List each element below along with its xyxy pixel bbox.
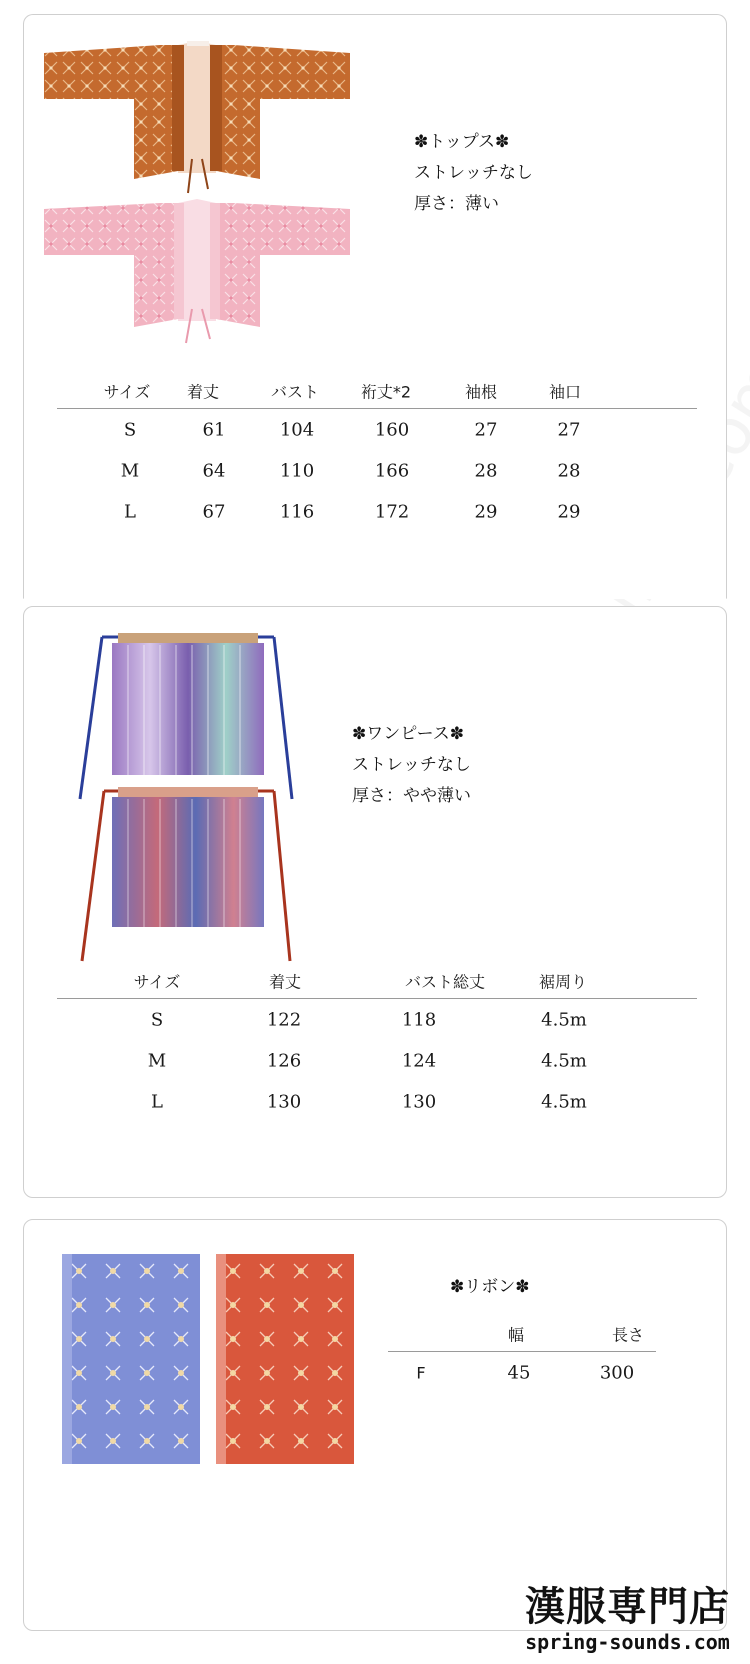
brand-name: 漢服専門店 — [525, 1584, 730, 1630]
table-cell: L — [151, 1091, 163, 1112]
table-cell: 4.5m — [541, 1050, 587, 1071]
ribbon-title-wrap — [450, 1272, 530, 1303]
table-cell: 126 — [266, 1050, 302, 1071]
table-cell: 64 — [202, 460, 226, 481]
dress-thickness: 厚さ：やや薄い — [352, 786, 471, 806]
table-cell: F — [416, 1363, 426, 1382]
dress-table-header — [57, 963, 697, 999]
table-cell: M — [120, 460, 140, 481]
dress-title: ✽ワンピース✽ — [352, 724, 464, 744]
table-row — [57, 1040, 697, 1081]
table-cell: 29 — [474, 501, 498, 522]
table-cell: 27 — [557, 419, 581, 440]
pink-jacket-image — [42, 199, 352, 349]
table-cell: 4.5m — [541, 1009, 587, 1030]
table-cell: 160 — [374, 419, 410, 440]
table-cell: 104 — [279, 419, 315, 440]
table-cell: 122 — [266, 1009, 302, 1030]
ribbon-panel — [23, 1219, 727, 1631]
table-row — [57, 491, 697, 532]
ribbon-table-header — [388, 1316, 656, 1352]
dress-header-bust-length: バスト総丈 — [404, 972, 486, 991]
table-cell: 61 — [202, 419, 226, 440]
tops-stretch: ストレッチなし — [414, 163, 533, 183]
table-cell: 4.5m — [541, 1091, 587, 1112]
blue-ribbon-image — [62, 1254, 200, 1464]
table-cell: L — [124, 501, 136, 522]
ribbon-size-table — [388, 1316, 656, 1393]
table-cell: 116 — [279, 501, 315, 522]
tops-thickness: 厚さ：薄い — [414, 194, 499, 214]
tops-panel — [23, 14, 727, 599]
tops-title: ✽トップス✽ — [414, 132, 510, 152]
ribbon-title: ✽リボン✽ — [450, 1277, 530, 1297]
tops-info — [414, 127, 533, 220]
table-cell: M — [147, 1050, 167, 1071]
dress-header-length: 着丈 — [268, 972, 302, 991]
table-cell: 45 — [507, 1362, 531, 1383]
table-cell: 124 — [401, 1050, 437, 1071]
tops-header-armhole: 袖根 — [464, 382, 498, 401]
table-cell: 118 — [401, 1009, 437, 1030]
table-cell: 172 — [374, 501, 410, 522]
brand-url: spring-sounds.com — [525, 1630, 730, 1654]
ribbon-header-length: 長さ — [611, 1325, 645, 1344]
table-row — [57, 999, 697, 1040]
red-ribbon-image — [216, 1254, 354, 1464]
table-row — [57, 409, 697, 450]
tops-header-length: 着丈 — [186, 382, 220, 401]
tops-table-header — [57, 373, 697, 409]
table-cell: 130 — [266, 1091, 302, 1112]
tops-header-sleeve: 裄丈*2 — [360, 382, 412, 401]
dress-header-size: サイズ — [133, 972, 181, 991]
orange-jacket-image — [42, 41, 352, 201]
table-row — [57, 450, 697, 491]
dress-stretch: ストレッチなし — [352, 755, 471, 775]
brand-logo — [525, 1584, 730, 1654]
dress-info — [352, 719, 471, 812]
dress-panel — [23, 606, 727, 1198]
table-cell: S — [123, 419, 137, 440]
table-cell: 130 — [401, 1091, 437, 1112]
table-cell: S — [150, 1009, 164, 1030]
dress-header-hem: 裾周り — [538, 972, 588, 991]
table-cell: 29 — [557, 501, 581, 522]
ribbon-header-width: 幅 — [507, 1325, 525, 1344]
table-cell: 67 — [202, 501, 226, 522]
purple-skirt-image — [78, 633, 298, 801]
tops-size-table — [57, 373, 697, 532]
red-skirt-image — [78, 787, 298, 963]
tops-header-cuff: 袖口 — [548, 382, 582, 401]
table-cell: 28 — [557, 460, 581, 481]
tops-header-size: サイズ — [103, 382, 151, 401]
table-cell: 27 — [474, 419, 498, 440]
table-row — [388, 1352, 656, 1393]
table-cell: 300 — [599, 1362, 635, 1383]
table-row — [57, 1081, 697, 1122]
table-cell: 166 — [374, 460, 410, 481]
tops-header-bust: バスト — [270, 382, 320, 401]
table-cell: 28 — [474, 460, 498, 481]
table-cell: 110 — [279, 460, 315, 481]
dress-size-table — [57, 963, 697, 1122]
